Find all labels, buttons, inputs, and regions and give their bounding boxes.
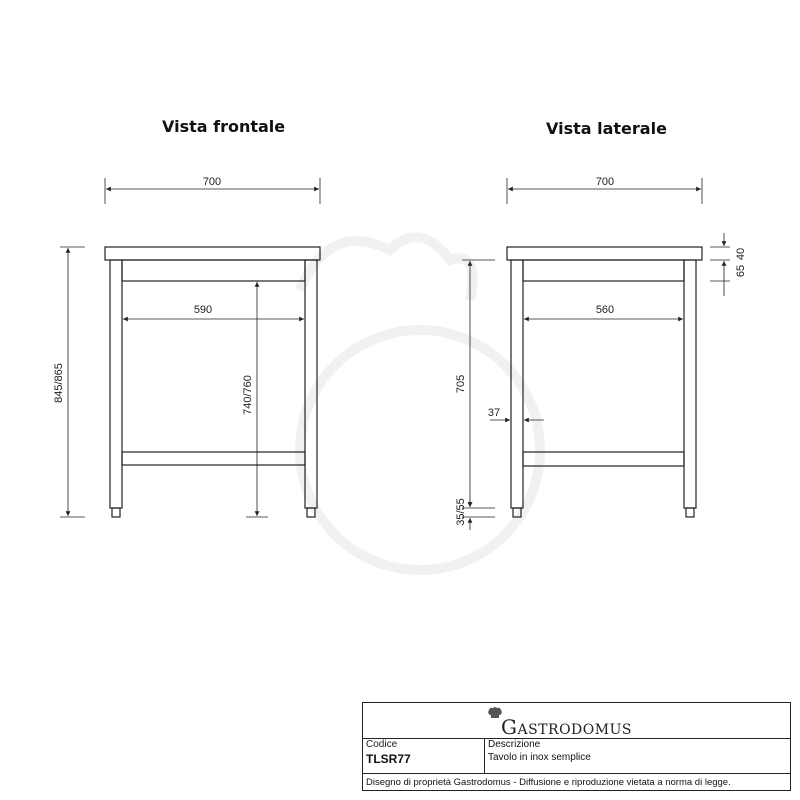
front-inner-width-label: 590 — [193, 304, 213, 316]
side-right-leg — [684, 260, 696, 508]
title-block-code-row — [363, 738, 790, 774]
title-block — [362, 702, 791, 791]
title-block-logo-row — [363, 703, 790, 739]
side-inner-width-label: 560 — [595, 304, 615, 316]
side-width-label: 700 — [595, 176, 615, 188]
side-right-foot — [686, 508, 694, 517]
description-label: Descrizione — [488, 739, 541, 750]
code-cell — [363, 738, 485, 773]
front-left-leg — [110, 260, 122, 508]
side-view-title: Vista laterale — [546, 119, 667, 138]
brand-logo: GASTRODOMUS — [501, 715, 632, 739]
front-frame-rail — [122, 260, 305, 281]
code-label: Codice — [366, 739, 398, 750]
side-tabletop — [507, 247, 702, 260]
front-tabletop — [105, 247, 320, 260]
side-shelf-offset-label: 37 — [487, 407, 501, 419]
side-top-thickness-label: 40 — [735, 247, 747, 261]
copyright-notice: Disegno di proprietà Gastrodomus - Diffusione e riproduzione vietata a norma di legge. — [366, 777, 731, 788]
front-left-foot — [112, 508, 120, 517]
front-total-height-label: 845/865 — [53, 363, 65, 403]
side-frame-rail — [523, 260, 684, 281]
side-frame-height-label: 65 — [735, 264, 747, 278]
side-shelf-rail — [523, 452, 684, 466]
description-value: Tavolo in inox semplice — [488, 752, 591, 763]
side-foot-height-label: 35/55 — [455, 498, 467, 526]
watermark-logo — [300, 237, 540, 570]
front-view-table — [105, 247, 320, 517]
front-view-title: Vista frontale — [162, 117, 286, 136]
front-leg-height-label: 740/760 — [242, 375, 254, 415]
side-height-label: 705 — [455, 374, 467, 394]
code-value: TLSR77 — [366, 752, 411, 766]
front-shelf-rail — [122, 452, 305, 465]
front-width-label: 700 — [202, 176, 222, 188]
